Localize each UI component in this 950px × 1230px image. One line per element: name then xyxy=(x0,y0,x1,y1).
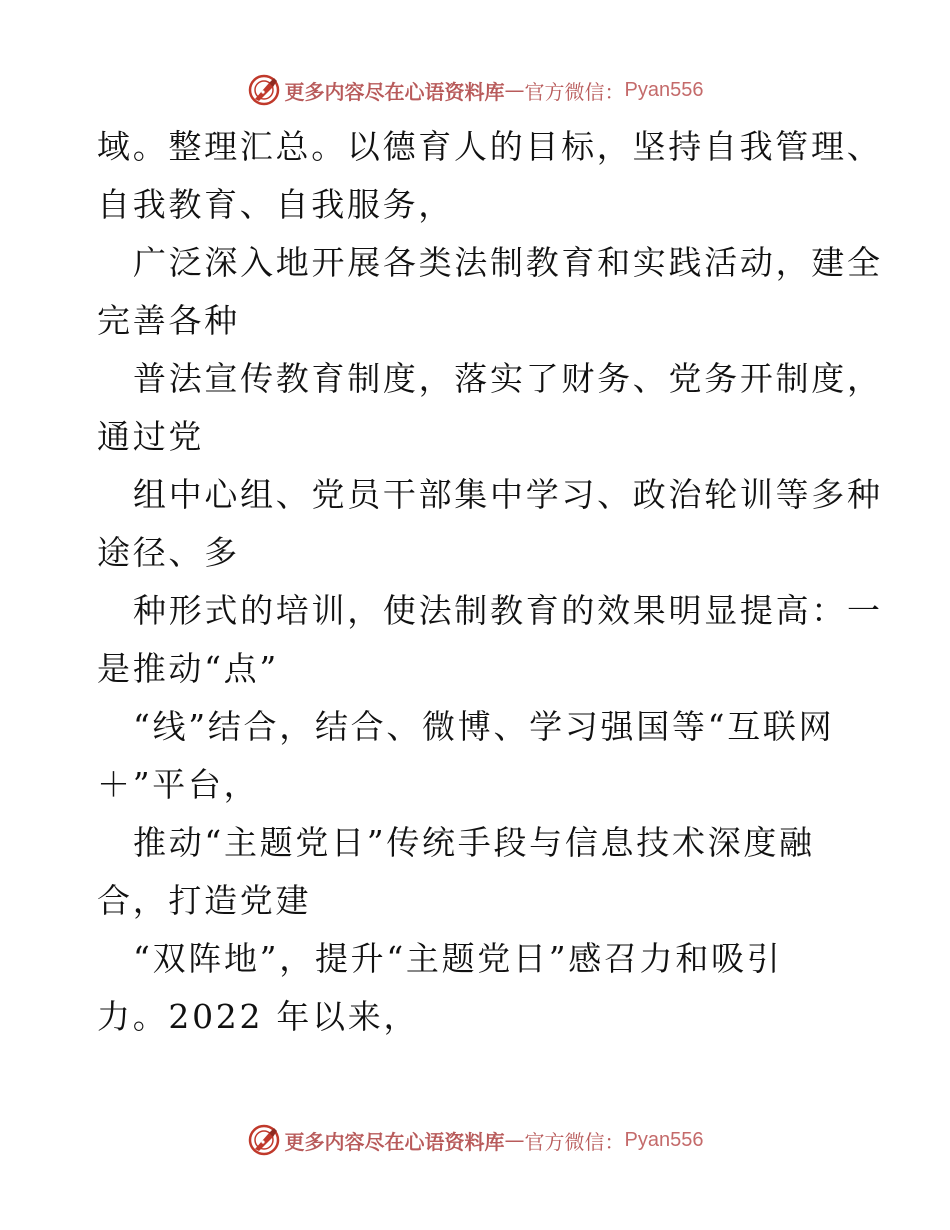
text-line: 推动“主题党日”传统手段与信息技术深度融 xyxy=(133,823,815,862)
text-line: 域。整理汇总。以德育人的目标，坚持自我管理、 xyxy=(97,127,883,166)
text-line: “双阵地”，提升“主题党日”感召力和吸引 xyxy=(133,939,783,978)
text-line: 组中心组、党员干部集中学习、政治轮训等多种 xyxy=(133,475,883,514)
text-line: 合，打造党建 xyxy=(97,881,312,920)
banner-wechat-label: 官方微信： xyxy=(524,79,625,104)
banner-wechat-id: Pyan556 xyxy=(624,1128,704,1151)
text-line: 广泛深入地开展各类法制教育和实践活动，建全 xyxy=(133,243,883,282)
text-line: 途径、多 xyxy=(97,533,240,572)
text-line: 自我教育、自我服务， xyxy=(97,185,454,224)
banner-site-name: 更多内容尽在心语资料库 xyxy=(284,1129,505,1154)
banner-dash: — xyxy=(504,1128,525,1152)
document-body xyxy=(97,118,883,1046)
text-line: 通过党 xyxy=(97,417,205,456)
header-banner xyxy=(0,70,950,110)
pen-nib-logo-icon xyxy=(247,73,281,107)
text-line: 完善各种 xyxy=(97,301,240,340)
text-line: 是推动“点” xyxy=(97,649,279,688)
text-line: “线”结合，结合、微博、学习强国等“互联网 xyxy=(133,707,835,746)
banner-site-name: 更多内容尽在心语资料库 xyxy=(284,79,505,104)
footer-banner xyxy=(0,1120,950,1160)
text-line: 普法宣传教育制度，落实了财务、党务开制度， xyxy=(133,359,883,398)
text-line: 种形式的培训，使法制教育的效果明显提高：一 xyxy=(133,591,883,630)
text-line: ＋”平台， xyxy=(97,765,260,804)
banner-dash: — xyxy=(504,78,525,102)
banner-wechat-label: 官方微信： xyxy=(524,1129,625,1154)
banner-wechat-id: Pyan556 xyxy=(624,78,704,101)
text-line: 力。2022 年以来， xyxy=(97,997,420,1036)
pen-nib-logo-icon xyxy=(247,1123,281,1157)
